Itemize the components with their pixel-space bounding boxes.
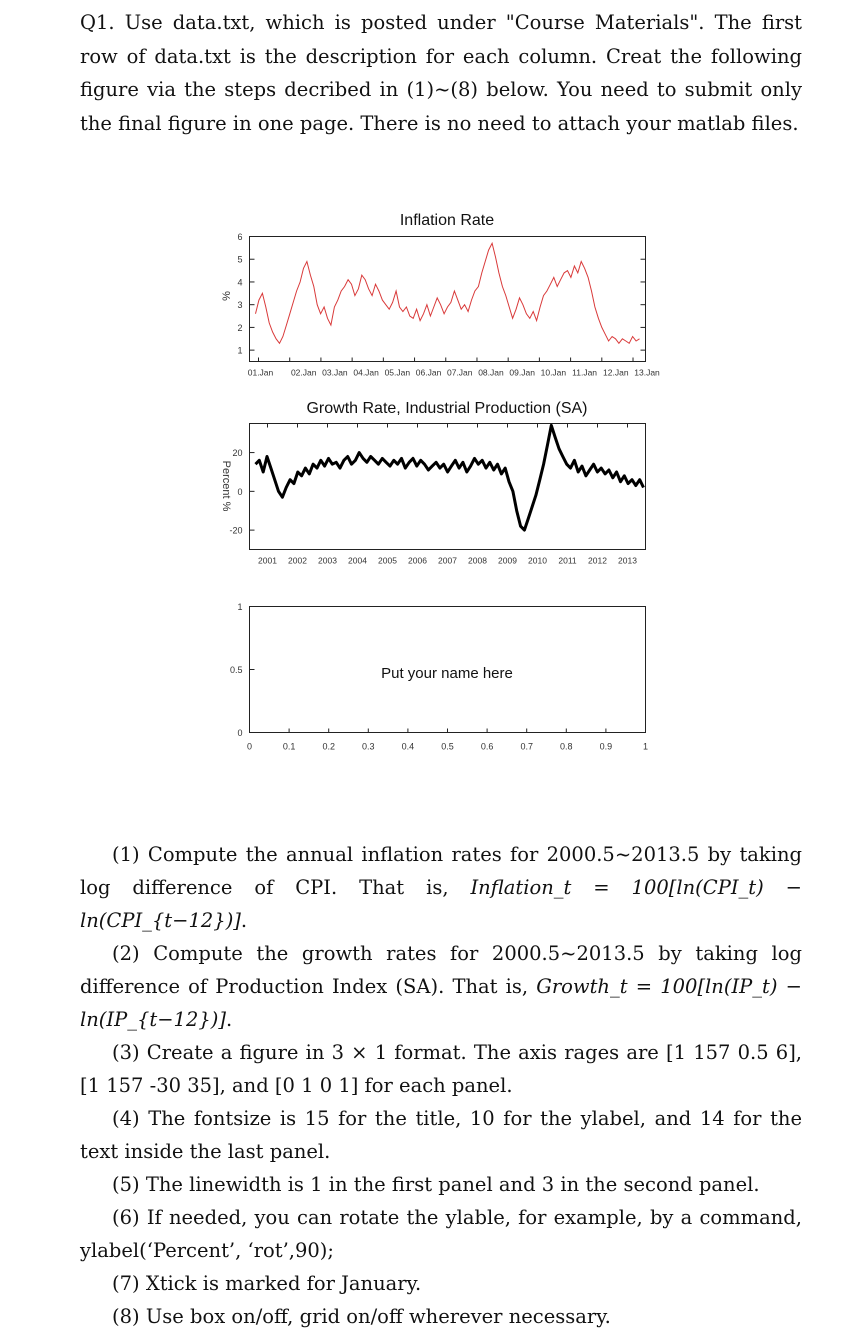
step-8: (8) Use box on/off, grid on/off wherever necessary. [112,1305,611,1328]
panel1-ytick-label: 3 [237,300,243,311]
step-5: (5) The linewidth is 1 in the first panel and 3 in the second panel. [112,1173,760,1196]
panel1-xtick-label: 10.Jan [540,367,567,378]
panel1-xtick-label: 12.Jan [603,367,629,378]
panel1-xtick-label: 11.Jan [572,367,598,378]
panel3-xtick-label: 1 [642,741,649,752]
panel1-xtick-label: 09.Jan [509,367,535,378]
panel2-xtick-label: 2001 [258,555,277,566]
panel3-xtick-label: 0.1 [282,741,296,752]
panel2-xtick-label: 2010 [528,555,547,566]
panel2-xtick-label: 2004 [348,555,367,566]
panel1-ytick-label: 2 [237,322,243,333]
panel1-ytick-label: 5 [237,254,243,265]
panel1-xtick-label: 04.Jan [353,367,379,378]
panel3-ytick-label: 1 [237,602,243,612]
panel3-xtick-label: 0.4 [401,741,415,752]
growth-formula: Growth_t = 100[ln(IP_t) − ln(IP_{t−12})] [80,975,802,1031]
panel2-ylabel: Percent % [220,460,232,512]
panel1-title: Inflation Rate [399,212,495,229]
panel1-xtick-label: 13.Jan [634,367,660,378]
panel2-xtick-label: 2002 [288,555,307,566]
panel2-xtick-label: 2012 [588,555,607,566]
panel1-xtick-label: 06.Jan [415,367,442,378]
panel1-axes-box [250,237,646,362]
panel2-xtick-label: 2009 [498,555,517,566]
panel1-ylabel: % [220,291,233,301]
panel1-ytick-label: 4 [237,277,243,288]
steps-list [80,838,802,1333]
panel3-xtick-label: 0.3 [362,741,375,752]
panel2-axes-box [250,424,646,550]
panel1-xtick-label: 03.Jan [322,367,348,378]
panel3-chart [0,598,866,768]
step-7: (7) Xtick is marked for January. [112,1272,422,1295]
panel3-xtick-label: 0.7 [520,741,533,752]
growth-series-line [256,425,644,530]
panel2-xtick-label: 2006 [408,555,427,566]
panel1-xtick-label: 08.Jan [478,367,504,378]
inflation-formula: Inflation_t = 100[ln(CPI_t) − ln(CPI_{t−12})] [80,876,803,932]
panel2-xtick-label: 2008 [468,555,487,566]
panel3-xtick-label: 0 [246,741,253,752]
panel2-ytick-label: -20 [229,525,243,536]
panel1-xtick-label: 02.Jan [290,367,317,378]
panel1-xtick-label: 05.Jan [384,367,411,378]
step-1: (1) Compute the annual inflation rates for 2000.5~2013.5 by taking log difference of CPI. That is, Inflation_t = 100[ln(CPI_t) − ln(CPI_{t−12})]. [80,843,803,932]
panel1-xtick-label: 01.Jan [247,367,274,378]
panel2-title: Growth Rate, Industrial Production (SA) [306,400,588,417]
panel2-chart [0,415,866,575]
panel2-xtick-label: 2007 [438,555,457,566]
panel2-xtick-label: 2005 [378,555,397,566]
panel2-xtick-label: 2013 [618,555,637,566]
panel3-ytick-label: 0.5 [229,665,243,675]
panel1-ytick-label: 1 [237,345,243,356]
panel3-xtick-label: 0.8 [560,741,573,752]
panel2-xtick-label: 2011 [558,555,577,566]
panel3-xtick-label: 0.2 [322,741,335,752]
question-text: Q1. Use data.txt, which is posted under "Course Materials". The first row of data.txt is the description for each column. Creat the following figure via the steps decribed in (1)~(8) below. You need to submit only the final figure in one page. There is no need to attach your matlab files. [80,11,802,135]
panel2-ytick-label: 20 [232,448,243,459]
panel2-xtick-label: 2003 [318,555,337,566]
inflation-series-line [256,243,640,343]
panel1-chart [0,228,866,388]
panel3-name-text: Put your name here [381,665,513,682]
panel1-xtick-label: 07.Jan [446,367,473,378]
panel3-xtick-label: 0.5 [441,741,454,752]
panel3-xtick-label: 0.6 [480,741,494,752]
panel3-xtick-label: 0.9 [599,741,613,752]
panel3-ytick-label: 0 [237,728,243,738]
panel1-ytick-label: 6 [237,232,243,242]
step-3: (3) Create a figure in 3 × 1 format. The axis rages are [1 157 0.5 6], [1 157 -30 35], and [0 1 0 1] for each panel. [80,1041,802,1097]
step-2: (2) Compute the growth rates for 2000.5~2013.5 by taking log difference of Production Index (SA). That is, Growth_t = 100[ln(IP_t) − ln(IP_{t−12})]. [80,942,802,1031]
step-6: (6) If needed, you can rotate the ylable, for example, by a command, ylabel(‘Percent’, ‘rot’,90); [80,1206,802,1262]
panel2-ytick-label: 0 [237,486,243,497]
step-4: (4) The fontsize is 15 for the title, 10 for the ylabel, and 14 for the text inside the last panel. [80,1107,802,1163]
